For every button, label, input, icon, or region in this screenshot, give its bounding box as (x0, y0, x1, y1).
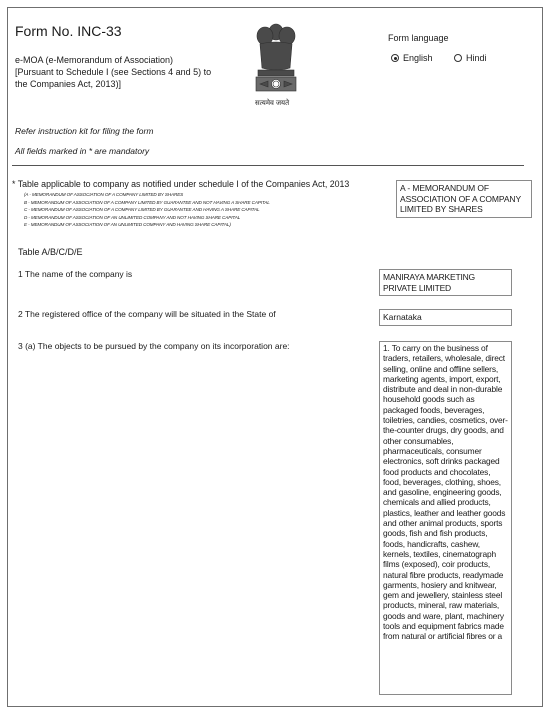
company-name-field[interactable]: MANIRAYA MARKETING PRIVATE LIMITED (379, 269, 512, 296)
company-name-label: 1 The name of the company is (18, 269, 133, 279)
mandatory-note: All fields marked in * are mandatory (15, 146, 150, 156)
radio-unselected-icon[interactable] (454, 54, 462, 62)
state-field[interactable]: Karnataka (379, 309, 512, 326)
table-applicable-label: * Table applicable to company as notified under schedule I of the Companies Act, 2013 (12, 179, 350, 189)
subtitle-line: [Pursuant to Schedule I (see Sections 4 and 5) to (15, 67, 212, 77)
form-subtitle (15, 54, 245, 90)
table-option: B - MEMORANDUM OF ASSOCIATION OF A COMPANY LIMITED BY GUARANTEE AND NOT HAVING A SHARE CAPITAL (24, 199, 270, 205)
state-label: 2 The registered office of the company will be situated in the State of (18, 309, 276, 319)
objects-label: 3 (a) The objects to be pursued by the company on its incorporation are: (18, 341, 290, 351)
table-heading: Table A/B/C/D/E (18, 247, 83, 257)
table-option: C - MEMORANDUM OF ASSOCIATION OF A COMPANY LIMITED BY GUARANTEE AND HAVING A SHARE CAPITAL (24, 207, 260, 213)
divider (12, 165, 524, 166)
language-radio-hindi[interactable] (454, 53, 487, 63)
form-title: Form No. INC-33 (15, 23, 122, 39)
emblem-motto: सत्यमेव जयते (255, 100, 290, 107)
radio-selected-icon[interactable] (391, 54, 399, 62)
table-option: D - MEMORANDUM OF ASSOCIATION OF AN UNLIMITED COMPANY AND NOT HAVING SHARE CAPITAL (24, 214, 241, 220)
subtitle-line: the Companies Act, 2013)] (15, 79, 122, 89)
table-applicable-field[interactable]: A - MEMORANDUM OF ASSOCIATION OF A COMPANY LIMITED BY SHARES (396, 180, 532, 218)
radio-label: English (403, 53, 433, 63)
table-option: E - MEMORANDUM OF ASSOCIATION OF AN UNLIMITED COMPANY AND HAVING SHARE CAPITAL) (24, 222, 231, 228)
form-language-label: Form language (388, 33, 449, 43)
table-option: (A - MEMORANDUM OF ASSOCIATION OF A COMPANY LIMITED BY SHARES (24, 192, 184, 197)
objects-field[interactable]: 1. To carry on the business of traders, retailers, wholesale, direct selling, online and offline sellers, marketing agents, import, export, distribute and deal in non-durable household goods such as packaged foods, beverages, toiletries, candies, cosmetics, over-the-counter drugs, dry goods, and other consumables, pharmaceuticals, consumer electronics, soft drinks packaged food products and chocolates, food, beverages, clothing, shoes, and gasoline, engineering goods, chemicals and allied products, plastics, leather and leather goods and other animal products, sports goods, fish and fish products, foods, handicrafts, cashew, kernels, textiles, cinematograph films (exposed), coir products, natural fibre products, readymade garments, hosiery and knitwear, gem and jewellery, stainless steel products, mineral, raw materials, goods and ware, plant, machinery tools and equipment fabrics made from natural or artificial fibres or a (379, 341, 512, 695)
language-radio-english[interactable] (391, 53, 433, 63)
radio-label: Hindi (466, 53, 487, 63)
table-options-list (24, 191, 270, 229)
subtitle-line: e-MOA (e-Memorandum of Association) (15, 55, 174, 65)
instruction-kit-note: Refer instruction kit for filing the form (15, 126, 154, 136)
